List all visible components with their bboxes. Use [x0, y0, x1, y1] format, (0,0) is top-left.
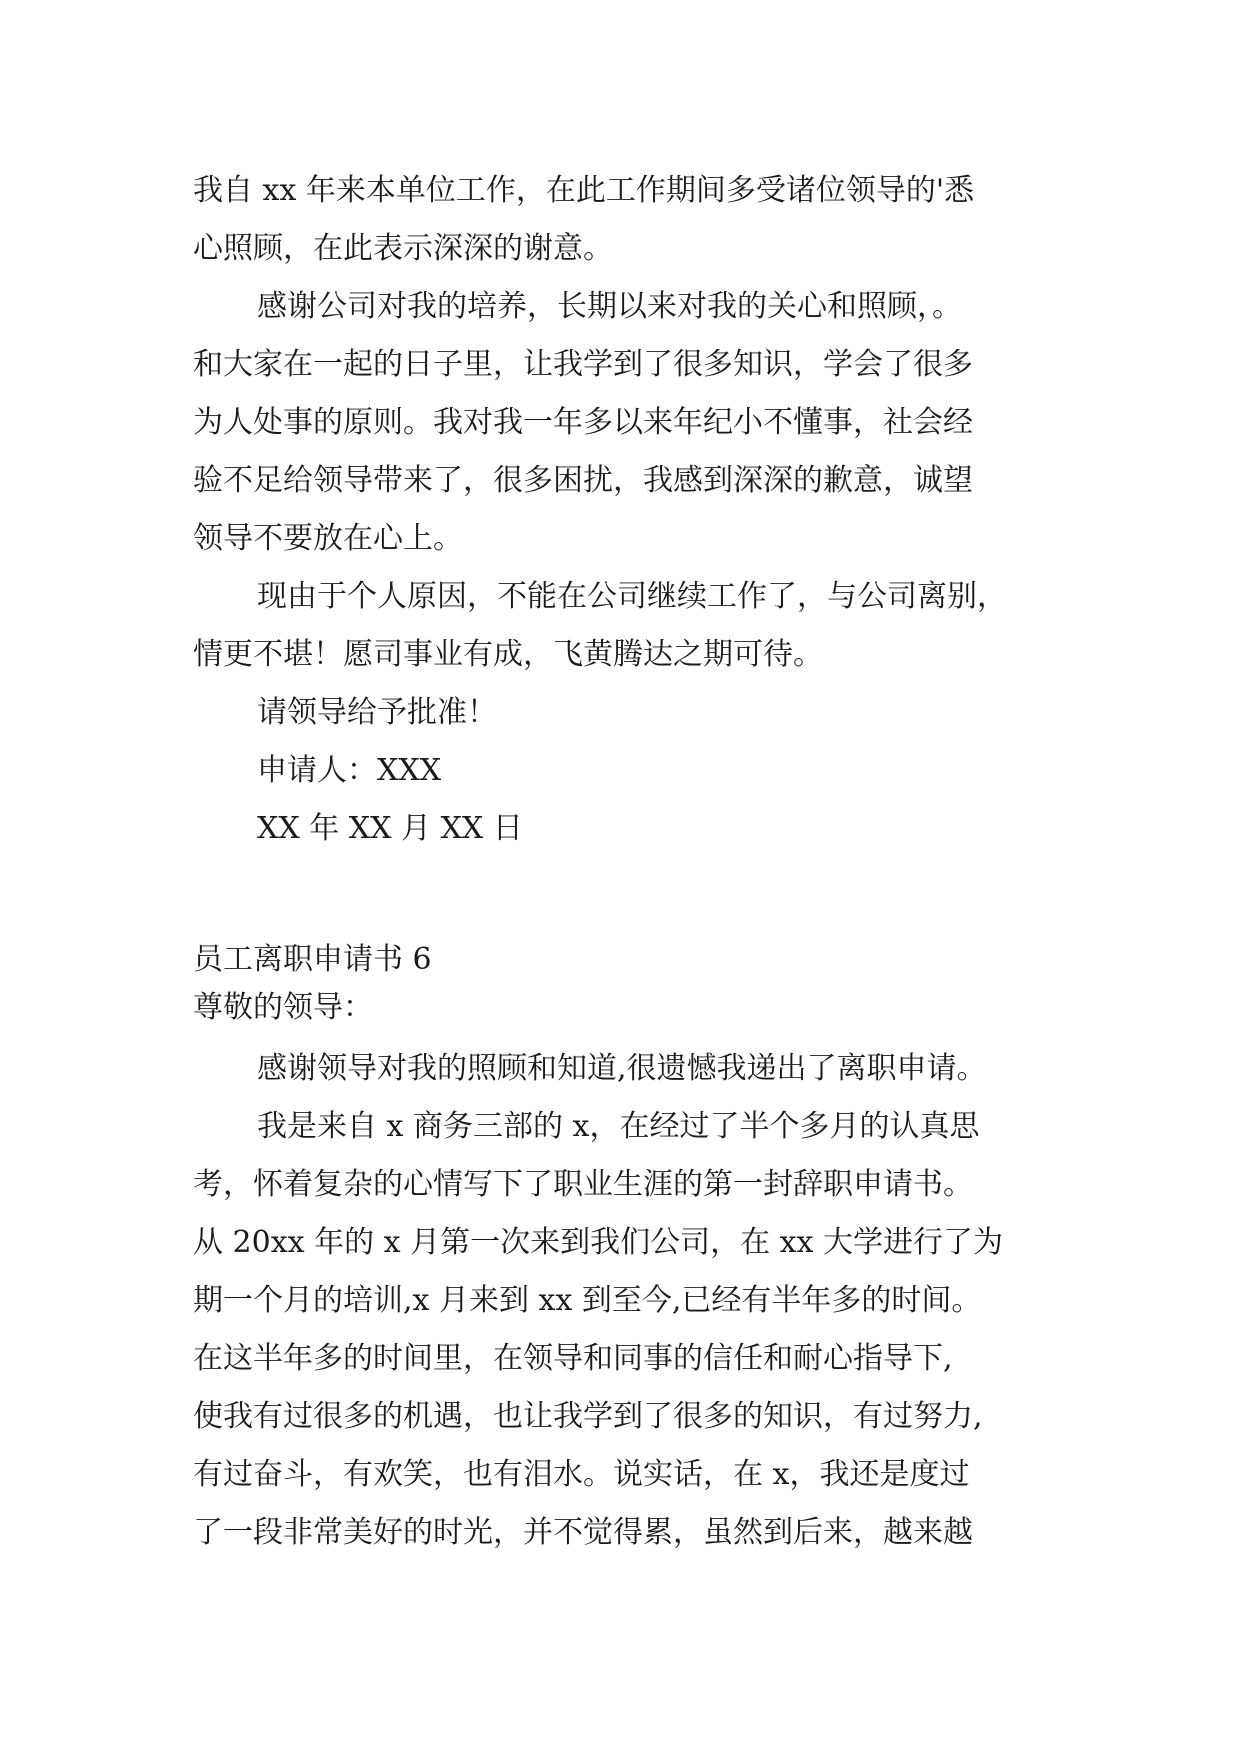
section-spacer: [193, 858, 1053, 916]
paragraph-line: 感谢公司对我的培养，长期以来对我的关心和照顾，。: [257, 289, 962, 324]
paragraph-line: 我是来自 x 商务三部的 x，在经过了半个多月的认真思: [257, 1109, 980, 1144]
salutation: 尊敬的领导：: [193, 990, 373, 1025]
paragraph-line: 期一个月的培训,x 月来到 xx 到至今,已经有半年多的时间。: [193, 1283, 982, 1318]
section-title: 员工离职申请书 6: [193, 942, 432, 977]
paragraph-line: 和大家在一起的日子里，让我学到了很多知识，学会了很多: [193, 347, 973, 382]
applicant-signature: 申请人：XXX: [257, 753, 442, 788]
document-body: [193, 162, 1053, 1562]
paragraph-line: 现由于个人原因，不能在公司继续工作了，与公司离别，: [257, 579, 1007, 614]
paragraph-line: 有过奋斗，有欢笑，也有泪水。说实话，在 x，我还是度过: [193, 1457, 970, 1492]
paragraph-line: 感谢领导对我的照顾和知道,很遗憾我递出了离职申请。: [257, 1051, 987, 1086]
paragraph-line: 我自 xx 年来本单位工作，在此工作期间多受诸位领导的'悉: [193, 173, 975, 208]
paragraph-line: 了一段非常美好的时光，并不觉得累，虽然到后来，越来越: [193, 1515, 973, 1550]
signature-date: XX 年 XX 月 XX 日: [257, 811, 523, 846]
paragraph-line: 验不足给领导带来了，很多困扰，我感到深深的歉意，诚望: [193, 463, 973, 498]
paragraph-line: 使我有过很多的机遇，也让我学到了很多的知识，有过努力,: [193, 1399, 983, 1434]
closing-request: 请领导给予批准！: [257, 695, 497, 730]
paragraph-line: 从 20xx 年的 x 月第一次来到我们公司，在 xx 大学进行了为: [193, 1225, 1003, 1260]
paragraph-line: 心照顾，在此表示深深的谢意。: [193, 231, 613, 266]
paragraph-line: 考，怀着复杂的心情写下了职业生涯的第一封辞职申请书。: [193, 1167, 973, 1202]
paragraph-line: 情更不堪！愿司事业有成，飞黄腾达之期可待。: [193, 637, 823, 672]
paragraph-line: 在这半年多的时间里，在领导和同事的信任和耐心指导下,: [193, 1341, 953, 1376]
paragraph-line: 领导不要放在心上。: [193, 521, 463, 556]
paragraph-line: 为人处事的原则。我对我一年多以来年纪小不懂事，社会经: [193, 405, 973, 440]
